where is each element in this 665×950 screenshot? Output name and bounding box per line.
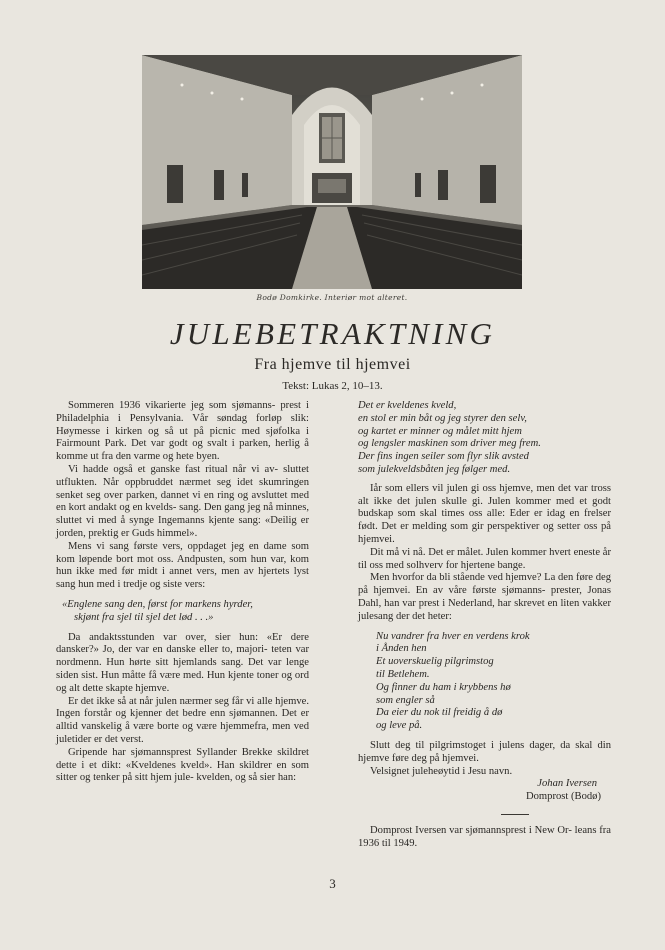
left-column xyxy=(56,400,309,785)
quote-line: «Englene sang den, først for markens hyrder, xyxy=(62,598,253,610)
paragraph: Iår som ellers vil julen gi oss hjemve, men det var tross alt ikke det julen skulle gi. Julen kommer med et godt budskap som skal times oss alle: Eder er idag en frelser født. Det er melding som gir perspektiver og setter oss på hjemvei. xyxy=(358,482,611,545)
right-column xyxy=(358,400,611,851)
paragraph: Slutt deg til pilgrimstoget i julens dager, da skal din hjemve føre deg på hjemvei. xyxy=(358,739,611,764)
poem-line: som julekveldsbåten jeg følger med. xyxy=(358,463,511,475)
quote-line: skjønt fra sjel til sjel det lød . . .» xyxy=(74,611,214,623)
signature-title: Domprost (Bodø) xyxy=(525,791,601,803)
article-subtitle: Fra hjemve til hjemvei xyxy=(254,356,411,373)
paragraph: Mens vi sang første vers, oppdaget jeg en dame som kom løpende bort mot oss. Andpusten, som hun var, kom hun ikke med før midt i annet vers, men av hjertets lyst sang hun med i tredje og siste vers: xyxy=(56,540,309,591)
hymn-quote xyxy=(62,599,309,625)
paragraph: Men hvorfor da bli stående ved hjemve? La den føre deg på hjemvei. En av våre første sjømanns- prester, Jonas Dahl, han var prest i Nederland, har skrevet en liten vakker julesang der det heter: xyxy=(358,572,611,622)
paragraph: Dit må vi nå. Det er målet. Julen kommer hvert eneste år til oss med solhverv for hjertene bange. xyxy=(358,546,611,571)
poem-line: Og finner du ham i krybbens hø xyxy=(376,681,511,693)
poem-line: en stol er min båt og jeg styrer den selv, xyxy=(358,412,527,424)
scripture-reference: Tekst: Lukas 2, 10–13. xyxy=(282,380,383,392)
divider xyxy=(501,814,529,815)
poem-line: og lengsler maskinen som driver meg frem. xyxy=(358,438,541,450)
poem-line: Et uoverskuelig pilgrimstog xyxy=(376,656,494,668)
author-note: Domprost Iversen var sjømannsprest i New Or- leans fra 1936 til 1949. xyxy=(358,824,611,849)
paragraph: Gripende har sjømannsprest Syllander Brekke skildret dette i et dikt: «Kveldenes kveld». Han skildrer en som sitter og tenker på sitt hjem jule- kvelden, og så sier han: xyxy=(56,746,309,784)
poem-line: Nu vandrer fra hver en verdens krok xyxy=(376,630,530,642)
poem-line: Der fins ingen seiler som flyr slik avsted xyxy=(358,451,529,463)
paragraph: Er det ikke så at når julen nærmer seg får vi alle hjemve. Ingen forstår og kjenner det bedre enn sjømannen. Det er alltid vanskelig å være borte og være hjemmefra, men ved juletider er det verst. xyxy=(56,695,309,745)
paragraph: Sommeren 1936 vikarierte jeg som sjømanns- prest i Philadelphia i Pensylvania. Vår søndag forløp slik: Høymesse i kirken og så ut på picnic med sjøfolka i Fairmount Park. Det var godt og svalt i parken, herlig å komme ut fra den varme og hete byen. xyxy=(56,400,309,463)
poem-line: Da eier du nok til freidig å dø xyxy=(376,707,503,719)
poem-line: og leve på. xyxy=(376,720,423,732)
paragraph: Da andaktsstunden var over, sier hun: «Er dere dansker?» Jo, der var en danske eller to, majori- teten var nordmenn. Hun hørte sitt hjemlands sang. Det var lenge siden sist. Hun måtte få være med. Hun kjente toner og ord og alt dette skapte hjemve. xyxy=(56,631,309,694)
poem-julesang xyxy=(364,631,611,733)
photo-caption: Bodø Domkirke. Interiør mot alteret. xyxy=(256,293,408,302)
church-interior-photo xyxy=(142,55,522,289)
poem-line: til Betlehem. xyxy=(376,668,430,680)
signature-name: Johan Iversen xyxy=(537,778,597,790)
poem-kveldenes-kveld xyxy=(358,400,611,477)
poem-line: Det er kveldenes kveld, xyxy=(358,400,457,411)
poem-line: i Ånden hen xyxy=(376,643,427,655)
poem-line: som engler så xyxy=(376,694,435,706)
paragraph: Vi hadde også et ganske fast ritual når vi av- sluttet utflukten. Når oppbruddet nærmet seg idet skumringen senket seg over parken, dannet vi en ring og avsluttet med en kort andakt og en kvelds- sang. Den gang jeg nå minnes, sluttet vi med å synge Ingemanns kjente sang: «Deilig er jorden, prektig er Guds himmel». xyxy=(56,463,309,539)
article-title: JULEBETRAKTNING xyxy=(169,316,496,351)
paragraph: Velsignet juleheøytid i Jesu navn. xyxy=(370,765,513,777)
church-interior-illustration xyxy=(142,55,522,289)
poem-line: og kartet er minner og målet mitt hjem xyxy=(358,425,522,437)
page-number: 3 xyxy=(329,876,336,891)
